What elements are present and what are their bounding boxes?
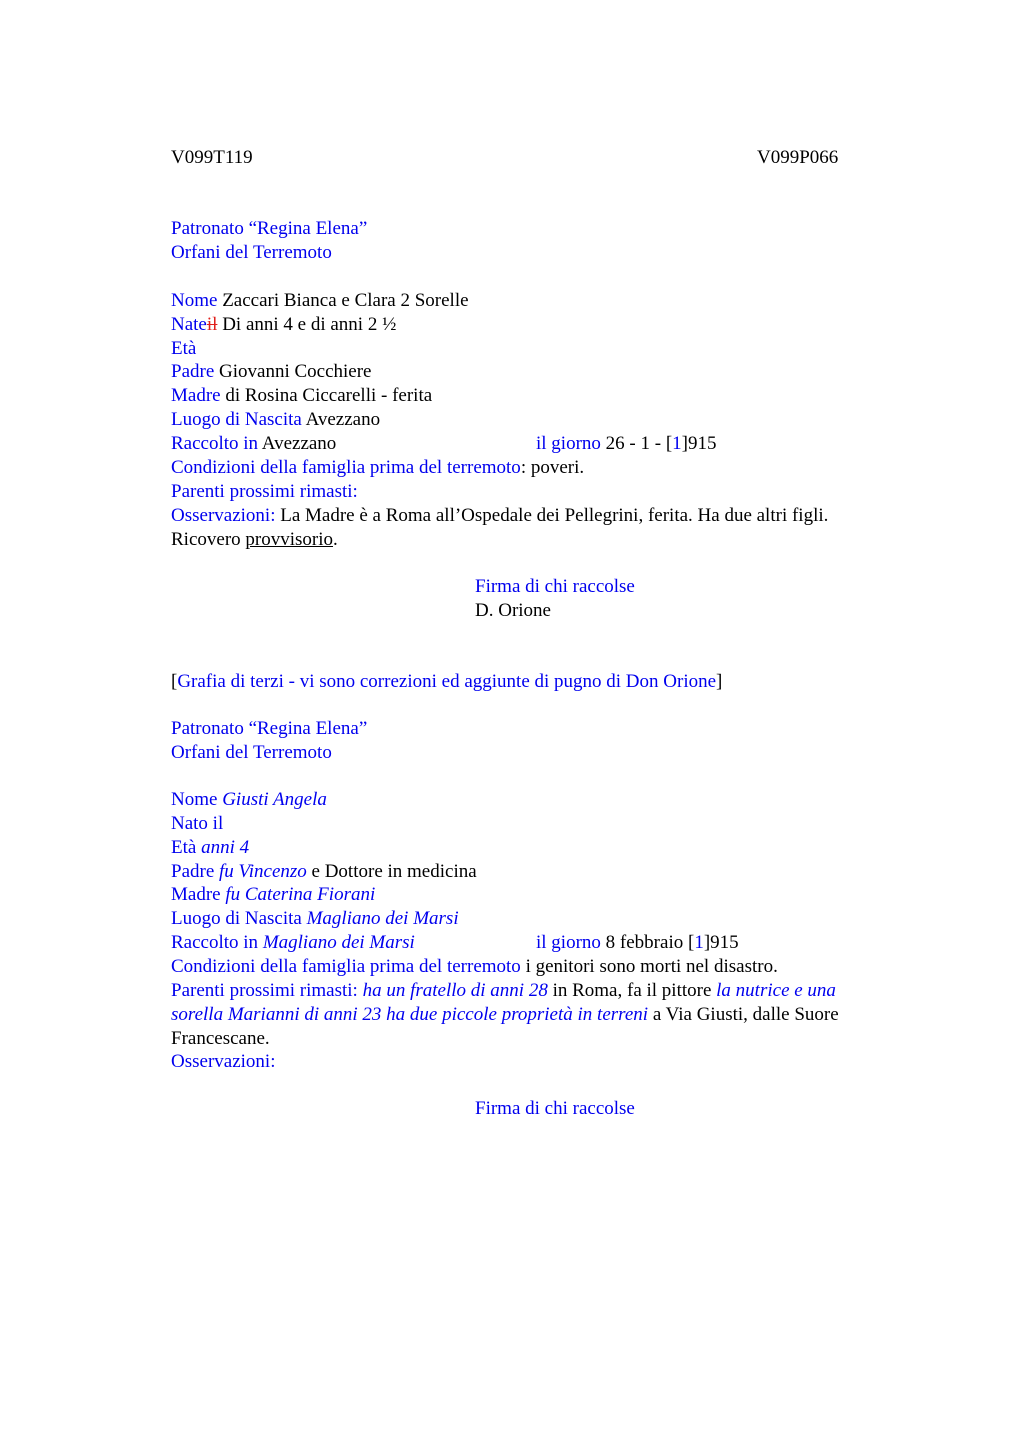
raccolto-value: Avezzano xyxy=(261,433,337,454)
giorno-row xyxy=(536,432,716,456)
eta-row xyxy=(171,836,249,860)
madre-label: Madre xyxy=(171,884,221,905)
osservazioni-row xyxy=(171,504,828,528)
giorno-label: il giorno xyxy=(536,433,601,454)
note-close-bracket: ] xyxy=(716,671,723,692)
parenti-row-1 xyxy=(171,979,836,1003)
ricovero-start: Ricovero xyxy=(171,529,246,550)
luogo-value: Avezzano xyxy=(305,409,381,430)
raccolto-value: Magliano dei Marsi xyxy=(262,932,415,953)
nate-label: Nate xyxy=(171,314,207,335)
padre-row xyxy=(171,360,372,384)
condizioni-label: Condizioni della famiglia prima del terremoto xyxy=(171,956,521,977)
giorno-row xyxy=(536,931,739,955)
patronato-title: Patronato “Regina Elena” xyxy=(171,218,368,239)
giorno-date-start: 8 febbraio [ xyxy=(605,932,695,953)
parenti-italic-3: sorella Marianni di anni 23 ha due piccole proprietà in terreni xyxy=(171,1004,649,1025)
nome-row xyxy=(171,289,469,313)
giorno-label: il giorno xyxy=(536,932,601,953)
ricovero-underlined: provvisorio xyxy=(245,529,334,550)
parenti-row-3: Francescane. xyxy=(171,1028,270,1049)
parenti-italic-1: ha un fratello di anni 28 xyxy=(362,980,548,1001)
condizioni-row xyxy=(171,955,778,979)
giorno-date-bracket: 1 xyxy=(672,433,682,454)
parenti-plain-2: a Via Giusti, dalle Suore xyxy=(648,1004,839,1025)
firma-label: Firma di chi raccolse xyxy=(475,1098,635,1119)
osservazioni-value: La Madre è a Roma all’Ospedale dei Pellegrini, ferita. Ha due altri figli. xyxy=(280,505,829,526)
firma-signature: D. Orione xyxy=(475,600,551,621)
madre-row xyxy=(171,384,432,408)
madre-row xyxy=(171,883,375,907)
ricovero-row xyxy=(171,528,338,552)
patronato-title: Patronato “Regina Elena” xyxy=(171,718,368,739)
condizioni-value: : poveri. xyxy=(520,457,585,478)
nome-label: Nome xyxy=(171,290,218,311)
parenti-label: Parenti prossimi rimasti: xyxy=(171,481,358,502)
nato-label: Nato il xyxy=(171,813,224,834)
osservazioni-label: Osservazioni: xyxy=(171,505,276,526)
nate-struck-text: il xyxy=(206,314,218,335)
padre-row xyxy=(171,860,477,884)
orfani-subtitle: Orfani del Terremoto xyxy=(171,242,332,263)
eta-label: Età xyxy=(171,837,197,858)
parenti-italic-2: la nutrice e una xyxy=(716,980,836,1001)
document-code-left: V099T119 xyxy=(171,147,253,168)
nate-value: Di anni 4 e di anni 2 ½ xyxy=(222,314,397,335)
luogo-value: Magliano dei Marsi xyxy=(306,908,459,929)
madre-value: fu Caterina Fiorani xyxy=(225,884,376,905)
condizioni-value: i genitori sono morti nel disastro. xyxy=(520,956,778,977)
padre-label: Padre xyxy=(171,861,215,882)
padre-value: Giovanni Cocchiere xyxy=(219,361,372,382)
nate-row xyxy=(171,313,396,337)
luogo-row xyxy=(171,907,459,931)
raccolto-row xyxy=(171,931,415,955)
ricovero-end: . xyxy=(333,529,338,550)
osservazioni-label: Osservazioni: xyxy=(171,1051,276,1072)
madre-value: di Rosina Ciccarelli - ferita xyxy=(225,385,433,406)
nome-label: Nome xyxy=(171,789,218,810)
padre-value-italic: fu Vincenzo xyxy=(219,861,307,882)
raccolto-label: Raccolto in xyxy=(171,932,259,953)
firma-label: Firma di chi raccolse xyxy=(475,576,635,597)
padre-value-rest: e Dottore in medicina xyxy=(306,861,477,882)
giorno-date-bracket: 1 xyxy=(694,932,704,953)
luogo-row xyxy=(171,408,380,432)
parenti-plain-1: in Roma, fa il pittore xyxy=(547,980,717,1001)
giorno-date-end: ]915 xyxy=(703,932,739,953)
luogo-label: Luogo di Nascita xyxy=(171,908,302,929)
eta-label: Età xyxy=(171,338,197,359)
nome-value: Giusti Angela xyxy=(222,789,327,810)
madre-label: Madre xyxy=(171,385,221,406)
document-code-right: V099P066 xyxy=(757,147,839,168)
orfani-subtitle: Orfani del Terremoto xyxy=(171,742,332,763)
nome-value: Zaccari Bianca e Clara 2 Sorelle xyxy=(222,290,469,311)
padre-label: Padre xyxy=(171,361,215,382)
raccolto-label: Raccolto in xyxy=(171,433,259,454)
parenti-label: Parenti prossimi rimasti: xyxy=(171,980,358,1001)
eta-value: anni 4 xyxy=(201,837,250,858)
condizioni-label: Condizioni della famiglia prima del terremoto xyxy=(171,457,521,478)
raccolto-row xyxy=(171,432,336,456)
parenti-row-2 xyxy=(171,1003,839,1027)
giorno-date-end: ]915 xyxy=(681,433,717,454)
note-open-bracket: [ xyxy=(171,671,178,692)
luogo-label: Luogo di Nascita xyxy=(171,409,302,430)
editorial-note xyxy=(171,670,722,694)
condizioni-row xyxy=(171,456,584,480)
giorno-date-start: 26 - 1 - [ xyxy=(605,433,673,454)
nome-row xyxy=(171,788,327,812)
note-text: Grafia di terzi - vi sono correzioni ed aggiunte di pugno di Don Orione xyxy=(177,671,717,692)
